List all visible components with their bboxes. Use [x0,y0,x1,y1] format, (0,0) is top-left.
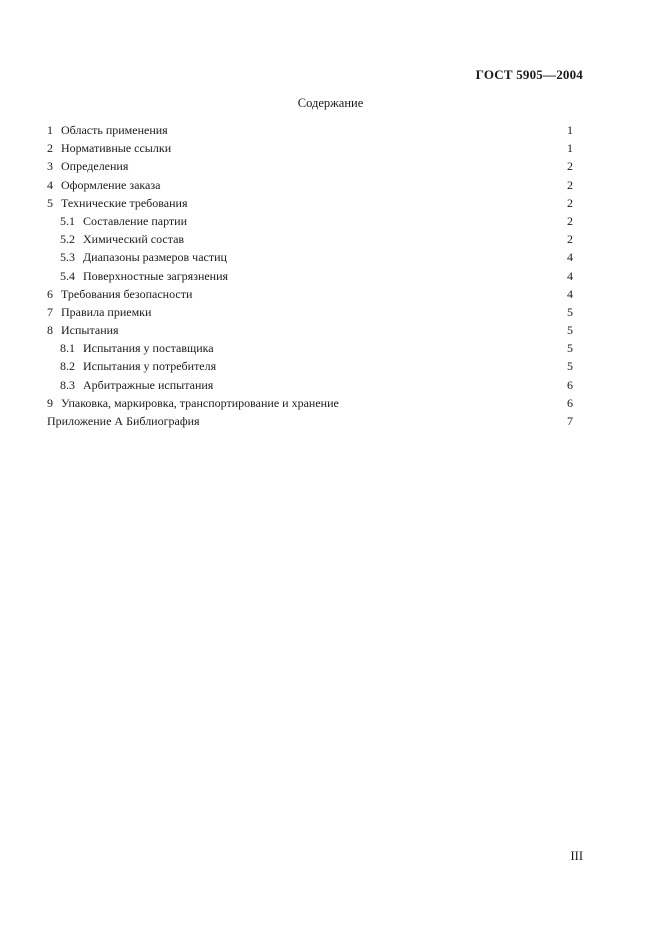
toc-entry[interactable] [47,357,573,375]
toc-entry-page: 6 [567,395,573,410]
toc-entry-title: Нормативные ссылки [61,141,172,156]
toc-entry-title: Приложение А Библиография [47,414,200,428]
toc-entry-page: 2 [567,232,573,247]
toc-entry[interactable] [47,121,573,139]
toc-entry-title: Арбитражные испытания [83,377,214,392]
toc-entry[interactable] [47,248,573,266]
table-of-contents [47,121,573,430]
toc-entry[interactable] [47,321,573,339]
toc-entry-number: 8.1 [60,341,75,356]
toc-entry-number: 7 [47,304,53,319]
toc-entry-title: Правила приемки [61,304,152,319]
toc-entry-page: 4 [567,250,573,265]
toc-entry-page: 4 [567,286,573,301]
toc-entry-title: Испытания [61,323,119,338]
toc-entry-page: 5 [567,304,573,319]
toc-entry-number: 1 [47,123,53,137]
toc-entry-number: 5 [47,195,53,210]
toc-entry[interactable] [47,394,573,412]
toc-entry-number: 5.4 [60,268,75,283]
toc-entry[interactable] [47,412,573,430]
toc-entry[interactable] [47,285,573,303]
toc-entry-title: Технические требования [61,195,188,210]
toc-entry[interactable] [47,176,573,194]
toc-entry-page: 2 [567,213,573,228]
document-code: ГОСТ 5905—2004 [475,67,583,82]
toc-entry-page: 6 [567,377,573,392]
toc-entry-number: 9 [47,395,53,410]
toc-entry-page: 5 [567,341,573,356]
toc-entry[interactable] [47,139,573,157]
toc-entry-number: 8.3 [60,377,75,392]
toc-entry-number: 8.2 [60,359,75,374]
toc-entry-page: 4 [567,268,573,283]
toc-entry[interactable] [47,339,573,357]
toc-entry-page: 2 [567,195,573,210]
toc-entry-title: Испытания у поставщика [83,341,214,356]
toc-entry-number: 5.1 [60,213,75,228]
toc-entry[interactable] [47,157,573,175]
toc-entry-title: Требования безопасности [61,286,193,301]
toc-entry-title: Упаковка, маркировка, транспортирование и хранение [61,395,339,410]
toc-entry-number: 5.2 [60,232,75,247]
toc-entry-number: 2 [47,141,53,156]
toc-entry-title: Определения [61,159,129,174]
toc-entry-number: 4 [47,177,53,192]
toc-entry[interactable] [47,194,573,212]
toc-entry[interactable] [47,230,573,248]
toc-entry-title: Составление партии [83,213,188,228]
toc-entry-number: 5.3 [60,250,75,265]
toc-entry-title: Поверхностные загрязнения [83,268,229,283]
toc-entry-title: Испытания у потребителя [83,359,217,374]
toc-entry-title: Химический состав [83,232,185,247]
toc-entry-page: 1 [567,141,573,156]
toc-entry-number: 6 [47,286,53,301]
toc-entry[interactable] [47,267,573,285]
toc-entry-page: 2 [567,159,573,174]
toc-entry-page: 5 [567,359,573,374]
toc-entry[interactable] [47,303,573,321]
toc-entry[interactable] [47,212,573,230]
toc-entry-title: Оформление заказа [61,177,161,192]
toc-entry-number: 8 [47,323,53,338]
toc-entry-title: Диапазоны размеров частиц [83,250,227,265]
toc-entry-page: 1 [567,123,573,137]
toc-entry-page: 5 [567,323,573,338]
toc-entry[interactable] [47,376,573,394]
toc-entry-number: 3 [47,159,53,174]
toc-entry-title: Область применения [61,123,168,137]
toc-entry-page: 2 [567,177,573,192]
toc-title: Содержание [297,96,364,110]
toc-entry-page: 7 [567,414,573,428]
page-number: III [570,849,583,863]
